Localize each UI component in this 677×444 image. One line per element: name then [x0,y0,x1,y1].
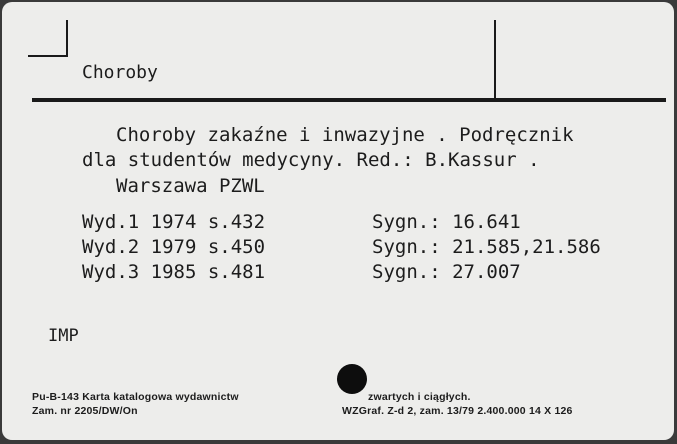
footer-line-1-left: Pu-B-143 Karta katalogowa wydawnictw [32,391,239,403]
stamp-label: IMP [48,326,79,346]
signature-1: Sygn.: 16.641 [372,211,521,233]
entry-line-2: dla studentów medycyny. Red.: B.Kassur . [82,149,540,171]
catalog-card [2,2,674,440]
edition-1: Wyd.1 1974 s.432 [82,211,266,233]
edition-2: Wyd.2 1979 s.450 [82,236,266,258]
punch-hole [337,364,367,394]
signature-2: Sygn.: 21.585,21.586 [372,236,601,258]
header-rule [32,98,666,102]
entry-line-1: Choroby zakaźne i inwazyjne . Podręcznik [116,124,574,146]
subject-heading: Choroby [82,62,158,83]
signature-3: Sygn.: 27.007 [372,261,521,283]
footer-line-1-right: zwartych i ciągłych. [368,391,471,403]
footer-line-2-left: Zam. nr 2205/DW/On [32,405,138,417]
corner-mark-horizontal [28,55,68,57]
edition-3: Wyd.3 1985 s.481 [82,261,266,283]
corner-mark-vertical [66,20,68,56]
footer-line-2-right: WZGraf. Z-d 2, zam. 13/79 2.400.000 14 X 126 [342,405,573,417]
entry-line-3: Warszawa PZWL [116,175,265,197]
header-divider [494,20,496,98]
